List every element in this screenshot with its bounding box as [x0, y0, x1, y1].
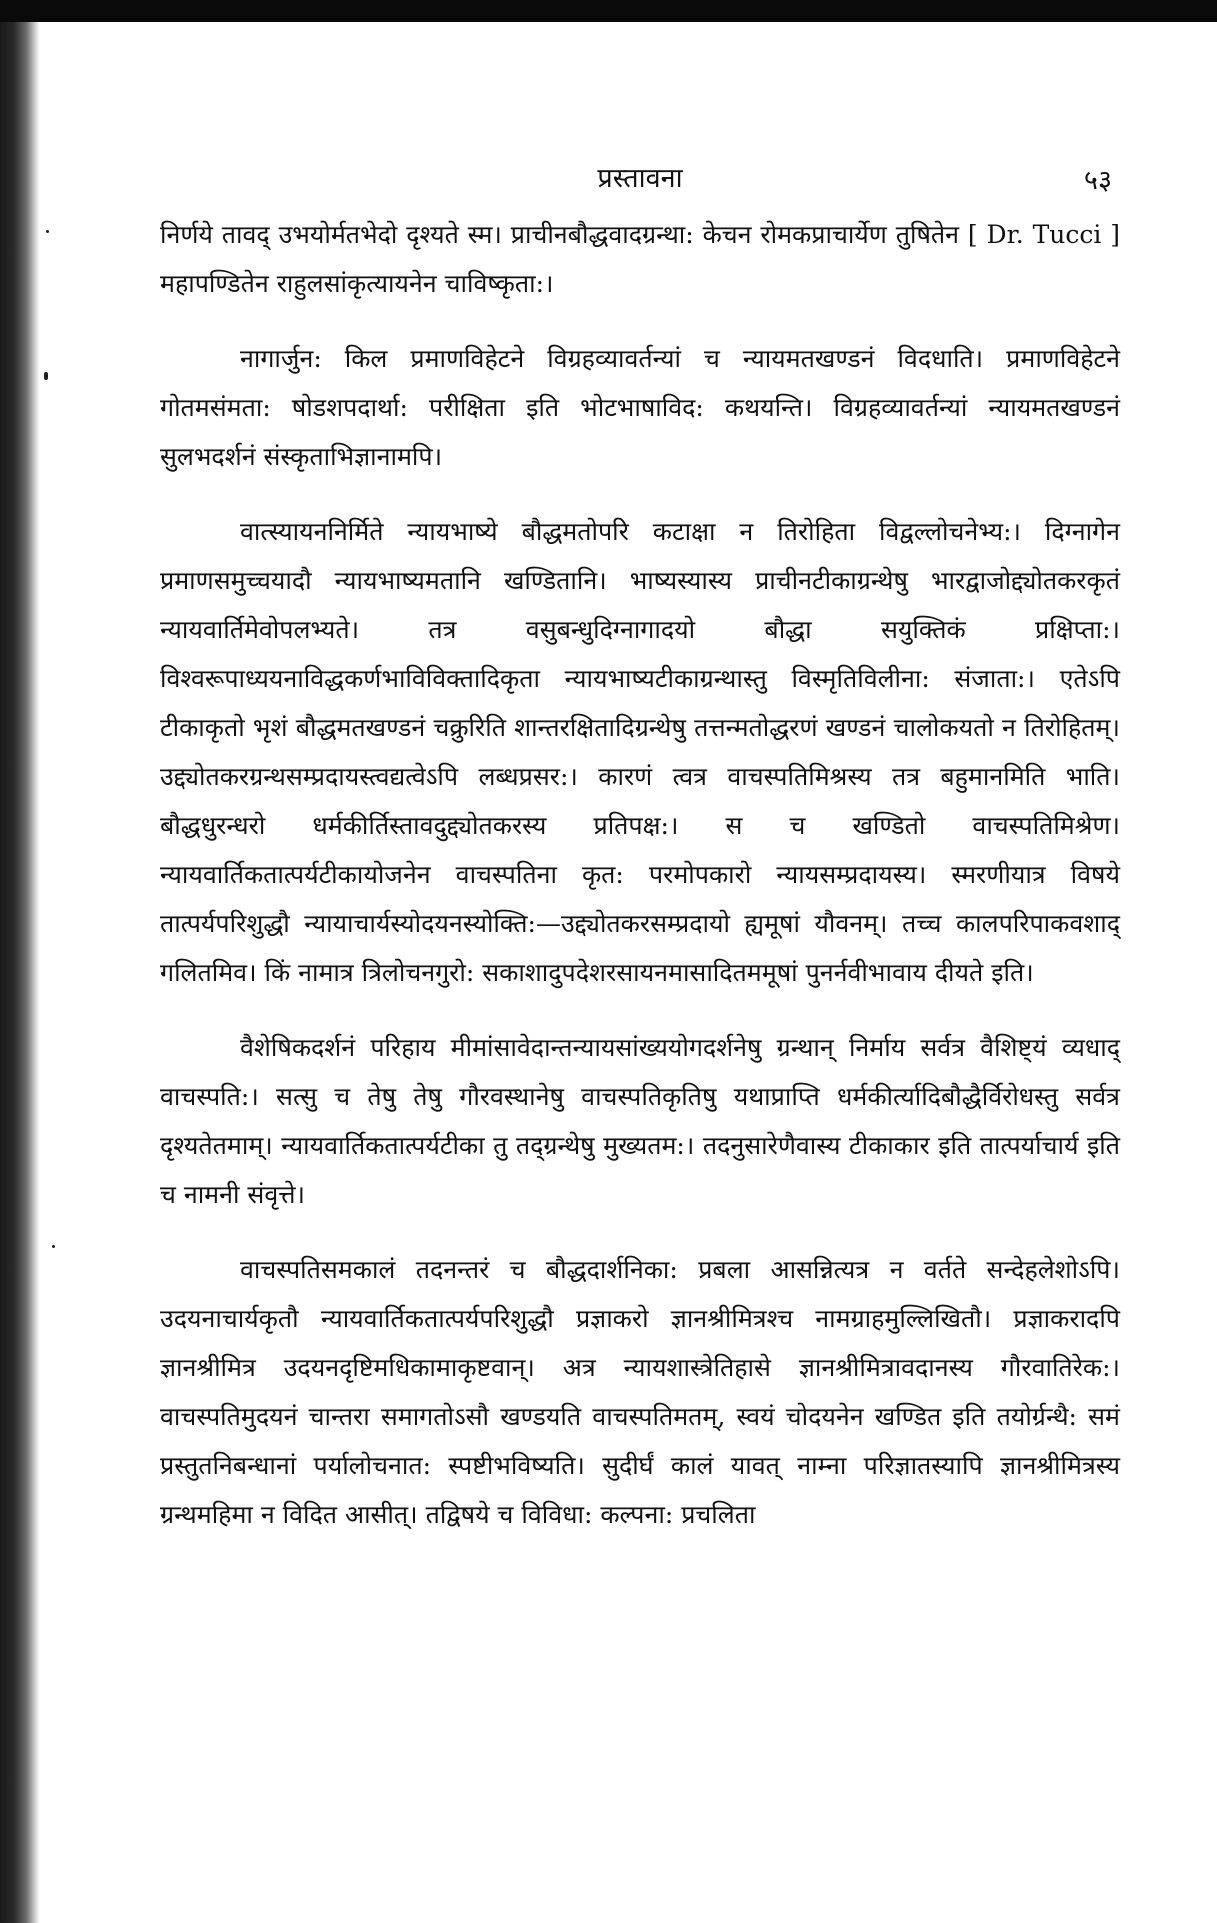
paragraph-4: वैशेषिकदर्शनं परिहाय मीमांसावेदान्तन्यायसांख्ययोगदर्शनेषु ग्रन्थान् निर्माय सर्वत्र वैशिष्ट्यं व्यधाद् वाचस्पति:। सत्सु च तेषु तेषु गौरवस्थानेषु वाचस्पतिकृतिषु यथाप्राप्ति धर्मकीर्त्यादिबौद्धैर्विरोधस्तु सर्वत्र दृश्यतेतमाम्। न्यायवार्तिकतात्पर्यटीका तु तद्ग्रन्थेषु मुख्यतम:। तदनुसारेणैवास्य टीकाकार इति तात्पर्याचार्य इति च नामनी संवृत्ते। [160, 1033, 1120, 1209]
paragraph-5: वाचस्पतिसमकालं तदनन्तरं च बौद्धदार्शनिका: प्रबला आसन्नित्यत्र न वर्तते सन्देहलेशोऽपि। उदयनाचार्यकृतौ न्यायवार्तिकतात्पर्यपरिशुद्धौ प्रज्ञाकरो ज्ञानश्रीमित्रश्च नामग्राहमुल्लिखितौ। प्रज्ञाकरादपि ज्ञानश्रीमित्र उदयनदृष्टिमधिकामाकृष्टवान्। अत्र न्यायशास्त्रेतिहासे ज्ञानश्रीमित्रावदानस्य गौरवातिरेक:। वाचस्पतिमुदयनं चान्तरा समागतोऽसौ खण्डयति वाचस्पतिमतम्, स्वयं चोदयनेन खण्डित इति तयोर्ग्रन्थै: समं प्रस्तुतनिबन्धानां पर्यालोचनात: स्पष्टीभविष्यति। सुदीर्घं कालं यावत् नाम्ना परिज्ञातस्यापि ज्ञानश्रीमित्रस्य ग्रन्थमहिमा न विदित आसीत्। तद्विषये च विविधा: कल्पना: प्रचलिता [160, 1255, 1120, 1529]
page-number: ५३ [1083, 165, 1112, 196]
document-page [160, 150, 1120, 1565]
running-title: प्रस्तावना [597, 163, 683, 194]
paragraph-3: वात्स्यायननिर्मिते न्यायभाष्ये बौद्धमतोपरि कटाक्षा न तिरोहिता विद्वल्लोचनेभ्य:। दिग्नागेन प्रमाणसमुच्चयादौ न्यायभाष्यमतानि खण्डितानि। भाष्यस्यास्य प्राचीनटीकाग्रन्थेषु भारद्वाजोद्द्योतकरकृतं न्यायवार्तिमेवोपलभ्यते। तत्र वसुबन्धुदिग्नागादयो बौद्धा सयुक्तिकं प्रक्षिप्ता:। विश्वरूपाध्ययनाविद्धकर्णभाविविक्तादिकृता न्यायभाष्यटीकाग्रन्थास्तु विस्मृतिविलीना: संजाता:। एतेऽपि टीकाकृतो भृशं बौद्धमतखण्डनं चक्रुरिति शान्तरक्षितादिग्रन्थेषु तत्तन्मतोद्धरणं खण्डनं चालोकयतो न तिरोहितम्। उद्द्योतकरग्रन्थसम्प्रदायस्त्वद्यत्वेऽपि लब्धप्रसर:। कारणं त्वत्र वाचस्पतिमिश्रस्य तत्र बहुमानमिति भाति। बौद्धधुरन्धरो धर्मकीर्तिस्तावदुद्द्योतकरस्य प्रतिपक्ष:। स च खण्डितो वाचस्पतिमिश्रेण। न्यायवार्तिकतात्पर्यटीकायोजनेन वाचस्पतिना कृत: परमोपकारो न्यायसम्प्रदायस्य। स्मरणीयात्र विषये तात्पर्यपरिशुद्धौ न्यायाचार्यस्योदयनस्योक्ति:—उद्द्योतकरसम्प्रदायो ह्यमूषां यौवनम्। तच्च कालपरिपाकवशाद् गलितमिव। किं नामात्र त्रिलोचनगुरो: सकाशादुपदेशरसायनमासादितममूषां पुनर्नवीभावाय दीयते इति। [160, 517, 1120, 987]
scan-speck [44, 372, 48, 380]
paragraph-2: नागार्जुन: किल प्रमाणविहेटने विग्रहव्यावर्तन्यां च न्यायमतखण्डनं विदधाति। प्रमाणविहेटने गोतमसंमता: षोडशपदार्था: परीक्षिता इति भोटभाषाविद: कथयन्ति। विग्रहव्यावर्तन्यां न्यायमतखण्डनं सुलभदर्शनं संस्कृताभिज्ञानामपि। [160, 344, 1120, 471]
scan-speck [46, 230, 49, 233]
scan-speck [52, 1245, 55, 1248]
page-header [160, 150, 1120, 210]
paragraph-1: निर्णये तावद् उभयोर्मतभेदो दृश्यते स्म। प्राचीनबौद्धवादग्रन्था: केचन रोमकप्राचार्येण तुषितेन [ Dr. Tucci ] महापण्डितेन राहुलसांकृत्यायनेन चाविष्कृता:। [160, 220, 1120, 298]
scan-left-edge [0, 22, 40, 1923]
scan-top-border [0, 0, 1217, 22]
